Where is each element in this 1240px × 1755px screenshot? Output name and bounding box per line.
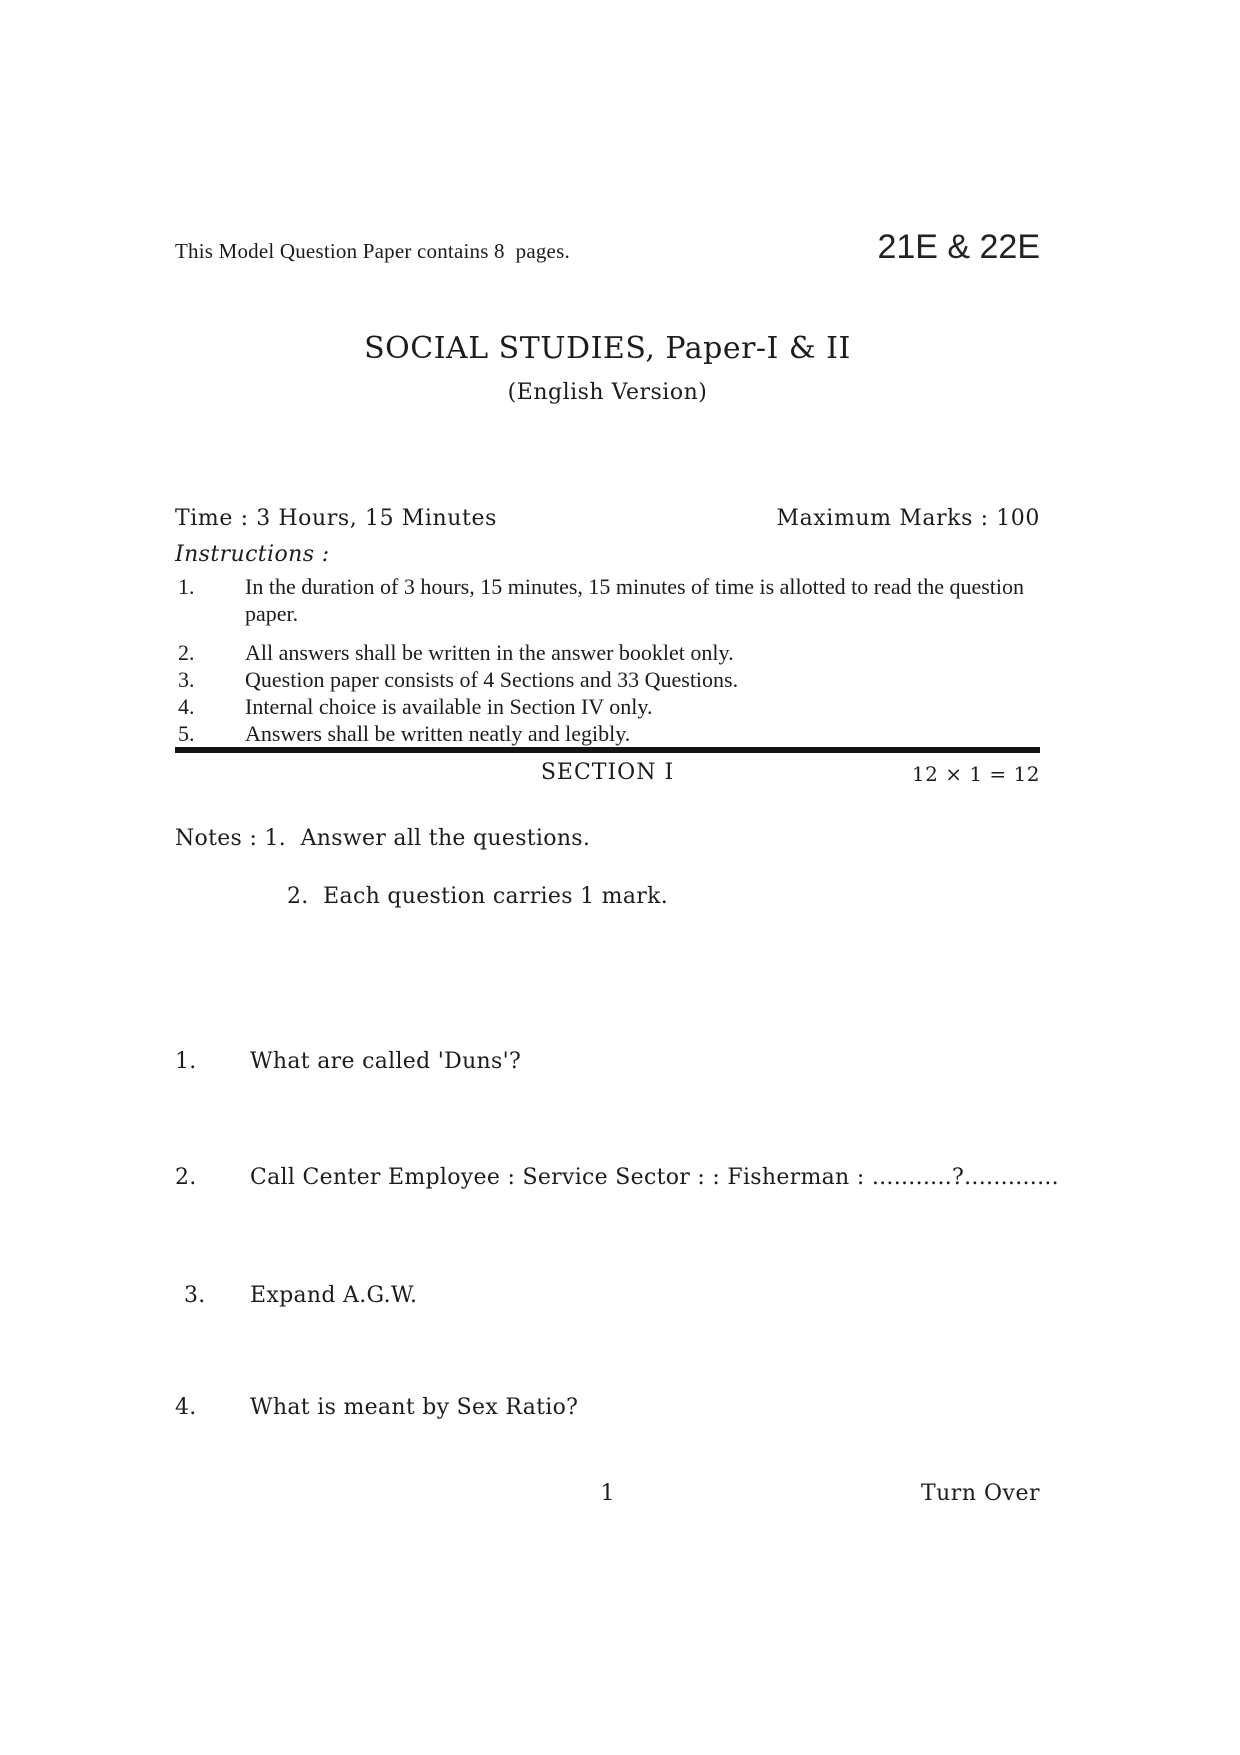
maximum-marks: Maximum Marks : 100: [776, 506, 1040, 531]
page-number: 1: [600, 1481, 615, 1506]
section-marks-scheme: 12 × 1 = 12: [911, 762, 1040, 786]
section-heading: SECTION I: [540, 760, 675, 785]
page-footer: [175, 1479, 1040, 1509]
notes-line-1: Notes : 1. Answer all the questions.: [175, 826, 591, 851]
question-text: What are called 'Duns'?: [250, 1049, 522, 1074]
question-text: What is meant by Sex Ratio?: [250, 1395, 579, 1420]
question-number: 3.: [184, 1283, 206, 1308]
instruction-number: 1.: [178, 574, 195, 599]
instruction-number: 4.: [178, 694, 195, 719]
footer-spacer: [175, 1479, 463, 1509]
instruction-item: [175, 720, 1040, 747]
instruction-text: All answers shall be written in the answer booklet only.: [245, 640, 734, 665]
instructions-list: [175, 573, 1040, 747]
question-text: Expand A.G.W.: [250, 1283, 418, 1308]
paper-code: 21E & 22E: [877, 228, 1040, 266]
section-divider-rule: [175, 747, 1040, 753]
instruction-number: 3.: [178, 667, 195, 692]
page-title: SOCIAL STUDIES, Paper-I & II: [364, 331, 851, 366]
instruction-text: In the duration of 3 hours, 15 minutes, 15 minutes of time is allotted to read the question paper.: [245, 574, 1025, 626]
instruction-text: Question paper consists of 4 Sections and 33 Questions.: [245, 667, 739, 692]
question-number: 1.: [175, 1049, 197, 1074]
page-content: [175, 0, 1059, 1509]
section-heading-row: [175, 759, 1040, 787]
instruction-text: Internal choice is available in Section IV only.: [245, 694, 653, 719]
page-header: [175, 228, 1040, 267]
instruction-item: [175, 693, 1040, 720]
question-number: 4.: [175, 1395, 197, 1420]
question-number: 2.: [175, 1165, 197, 1190]
instruction-number: 5.: [178, 721, 195, 746]
pages-count-note: This Model Question Paper contains 8 pages.: [175, 239, 570, 263]
question-row: [175, 1163, 1059, 1193]
instructions-label: Instructions :: [175, 542, 330, 567]
instruction-item: [175, 639, 1040, 666]
turn-over-label: Turn Over: [920, 1481, 1040, 1506]
instruction-item: [175, 666, 1040, 693]
page-subtitle: (English Version): [507, 380, 708, 405]
instruction-text: Answers shall be written neatly and legibly.: [245, 721, 631, 746]
instruction-item: [175, 573, 1040, 627]
question-row: [175, 1047, 1040, 1077]
question-row: [175, 1393, 1040, 1423]
instruction-number: 2.: [178, 640, 195, 665]
notes-line-2: 2. Each question carries 1 mark.: [287, 884, 668, 909]
question-row: [175, 1281, 1040, 1311]
exam-meta-row: [175, 505, 1040, 533]
time-allowed: Time : 3 Hours, 15 Minutes: [175, 506, 498, 531]
question-text: Call Center Employee : Service Sector : : Fisherman : ...........?.............: [250, 1165, 1059, 1190]
